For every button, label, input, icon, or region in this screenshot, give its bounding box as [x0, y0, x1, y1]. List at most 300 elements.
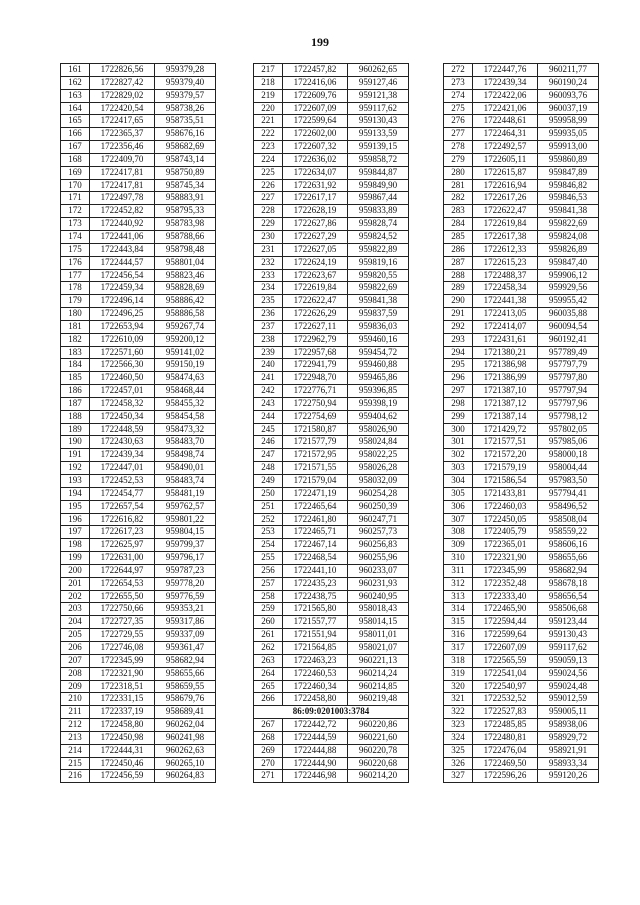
table-row: [61, 205, 216, 218]
table-row: [254, 320, 409, 333]
coordinate-x: 1722454,77: [90, 487, 155, 500]
coordinate-x: 1722337,19: [90, 706, 155, 719]
coordinate-x: 1722754,69: [283, 410, 348, 423]
coordinate-y: 958508,04: [538, 513, 599, 526]
coordinate-y: 960221,13: [348, 654, 409, 667]
coordinate-x: 1722461,80: [283, 513, 348, 526]
point-number: 242: [254, 385, 283, 398]
table-row: [444, 359, 599, 372]
point-number: 249: [254, 475, 283, 488]
coordinate-y: 959353,21: [155, 603, 216, 616]
table-row: [444, 526, 599, 539]
table-row: [254, 629, 409, 642]
table-row: [61, 693, 216, 706]
coordinate-y: 959858,72: [348, 153, 409, 166]
table-row: [444, 256, 599, 269]
point-number: 182: [61, 333, 90, 346]
table-row: [444, 641, 599, 654]
coordinate-x: 1722439,34: [90, 449, 155, 462]
coordinate-x: 1722321,90: [473, 552, 538, 565]
coordinate-x: 1722727,35: [90, 616, 155, 629]
point-number: 166: [61, 128, 90, 141]
page-number: 199: [311, 35, 329, 49]
coordinate-y: 959200,12: [155, 333, 216, 346]
table-row: [254, 141, 409, 154]
point-number: 315: [444, 616, 473, 629]
table-row: [444, 719, 599, 732]
coordinate-y: 958490,01: [155, 462, 216, 475]
table-row: [444, 243, 599, 256]
table-row: [444, 397, 599, 410]
coordinate-y: 959822,69: [538, 218, 599, 231]
point-number: 313: [444, 590, 473, 603]
coordinate-y: 958498,74: [155, 449, 216, 462]
table-row: [444, 500, 599, 513]
point-number: 259: [254, 603, 283, 616]
coordinate-x: 1721577,79: [283, 436, 348, 449]
coordinate-y: 959460,16: [348, 333, 409, 346]
coordinate-x: 1722452,82: [90, 205, 155, 218]
coordinate-y: 960220,78: [348, 744, 409, 757]
table-row: [61, 629, 216, 642]
point-number: 278: [444, 141, 473, 154]
table-row: [444, 308, 599, 321]
table-row: [61, 577, 216, 590]
table-row: [444, 218, 599, 231]
table-row: [254, 243, 409, 256]
point-number: 257: [254, 577, 283, 590]
point-number: 312: [444, 577, 473, 590]
table-row: [61, 526, 216, 539]
point-number: 301: [444, 436, 473, 449]
point-number: 164: [61, 102, 90, 115]
point-number: 174: [61, 230, 90, 243]
table-row: [254, 166, 409, 179]
coordinate-x: 1722465,64: [283, 500, 348, 513]
coordinate-y: 959379,57: [155, 89, 216, 102]
coordinate-y: 958750,89: [155, 166, 216, 179]
coordinate-y: 957802,05: [538, 423, 599, 436]
coordinate-y: 960214,20: [348, 770, 409, 783]
table-row: [444, 76, 599, 89]
coordinate-x: 1722435,23: [283, 577, 348, 590]
point-number: 310: [444, 552, 473, 565]
point-number: 302: [444, 449, 473, 462]
table-row: [444, 475, 599, 488]
point-number: 264: [254, 667, 283, 680]
point-number: 307: [444, 513, 473, 526]
coordinate-y: 958454,58: [155, 410, 216, 423]
coordinate-x: 1722605,11: [473, 153, 538, 166]
coordinate-y: 960256,83: [348, 539, 409, 552]
point-number: 283: [444, 205, 473, 218]
coordinate-x: 1721386,98: [473, 359, 538, 372]
point-number: 181: [61, 320, 90, 333]
coordinate-y: 960264,83: [155, 770, 216, 783]
coordinate-x: 1722729,55: [90, 629, 155, 642]
point-number: 261: [254, 629, 283, 642]
coordinate-x: 1722450,98: [90, 731, 155, 744]
table-row: [61, 449, 216, 462]
table-row: [61, 487, 216, 500]
coordinate-y: 958735,51: [155, 115, 216, 128]
coordinate-y: 959955,42: [538, 295, 599, 308]
table-row: [444, 64, 599, 77]
table-row: [254, 449, 409, 462]
coordinate-y: 958481,19: [155, 487, 216, 500]
table-row: [61, 731, 216, 744]
table-row: [61, 719, 216, 732]
coordinate-x: 1722414,07: [473, 320, 538, 333]
table-row: [444, 295, 599, 308]
coordinate-x: 1722623,67: [283, 269, 348, 282]
point-number: 196: [61, 513, 90, 526]
point-number: 324: [444, 731, 473, 744]
point-number: 190: [61, 436, 90, 449]
table-row: [254, 539, 409, 552]
point-number: 318: [444, 654, 473, 667]
coordinate-y: 959150,19: [155, 359, 216, 372]
coordinate-y: 959804,15: [155, 526, 216, 539]
table-row: [254, 397, 409, 410]
coordinate-x: 1722948,70: [283, 372, 348, 385]
point-number: 325: [444, 744, 473, 757]
coordinate-y: 958828,69: [155, 282, 216, 295]
point-number: 280: [444, 166, 473, 179]
coordinate-x: 1722331,15: [90, 693, 155, 706]
table-row: [444, 205, 599, 218]
table-row: [444, 513, 599, 526]
point-number: 285: [444, 230, 473, 243]
coordinate-y: 959379,40: [155, 76, 216, 89]
point-number: 288: [444, 269, 473, 282]
coordinate-y: 960250,39: [348, 500, 409, 513]
coordinate-y: 959846,82: [538, 179, 599, 192]
point-number: 314: [444, 603, 473, 616]
coordinates-table-left: [60, 63, 216, 783]
coordinate-y: 959398,19: [348, 397, 409, 410]
point-number: 184: [61, 359, 90, 372]
coordinate-y: 960265,10: [155, 757, 216, 770]
coordinate-y: 958026,90: [348, 423, 409, 436]
point-number: 279: [444, 153, 473, 166]
coordinate-y: 958606,16: [538, 539, 599, 552]
coordinate-x: 1721564,85: [283, 641, 348, 654]
table-row: [61, 423, 216, 436]
coordinate-x: 1721571,55: [283, 462, 348, 475]
coordinate-x: 1722497,78: [90, 192, 155, 205]
coordinate-x: 1722571,60: [90, 346, 155, 359]
coordinate-x: 1722829,02: [90, 89, 155, 102]
coordinate-y: 957789,49: [538, 346, 599, 359]
table-row: [254, 205, 409, 218]
coordinate-x: 1722609,76: [283, 89, 348, 102]
coordinate-y: 958659,55: [155, 680, 216, 693]
coordinate-x: 1722540,97: [473, 680, 538, 693]
table-row: [61, 359, 216, 372]
point-number: 213: [61, 731, 90, 744]
point-number: 326: [444, 757, 473, 770]
table-row: [61, 641, 216, 654]
coordinate-x: 1722627,86: [283, 218, 348, 231]
point-number: 276: [444, 115, 473, 128]
coordinate-y: 959317,86: [155, 616, 216, 629]
coordinate-x: 1722463,23: [283, 654, 348, 667]
table-row: [61, 410, 216, 423]
table-row: [61, 102, 216, 115]
coordinate-x: 1721433,81: [473, 487, 538, 500]
coordinate-x: 1722957,68: [283, 346, 348, 359]
point-number: 267: [254, 719, 283, 732]
table-row: [61, 64, 216, 77]
table-row: [61, 706, 216, 719]
table-row: [444, 115, 599, 128]
coordinate-y: 960233,07: [348, 564, 409, 577]
point-number: 165: [61, 115, 90, 128]
point-number: 180: [61, 308, 90, 321]
point-number: 226: [254, 179, 283, 192]
coordinate-y: 958004,44: [538, 462, 599, 475]
point-number: 185: [61, 372, 90, 385]
coordinate-y: 959776,59: [155, 590, 216, 603]
coordinate-y: 959130,43: [538, 629, 599, 642]
coordinate-x: 1722617,17: [283, 192, 348, 205]
coordinate-y: 960241,98: [155, 731, 216, 744]
point-number: 321: [444, 693, 473, 706]
point-number: 238: [254, 333, 283, 346]
table-row: [254, 64, 409, 77]
coordinate-x: 1722417,65: [90, 115, 155, 128]
coordinate-x: 1721387,14: [473, 410, 538, 423]
coordinate-y: 959913,00: [538, 141, 599, 154]
point-number: 287: [444, 256, 473, 269]
table-row: [444, 282, 599, 295]
coordinate-x: 1722594,44: [473, 616, 538, 629]
coordinate-x: 1722602,00: [283, 128, 348, 141]
coordinate-x: 1722631,00: [90, 552, 155, 565]
point-number: 194: [61, 487, 90, 500]
coordinate-y: 959121,38: [348, 89, 409, 102]
point-number: 282: [444, 192, 473, 205]
point-number: 309: [444, 539, 473, 552]
table-row: [254, 513, 409, 526]
point-number: 322: [444, 706, 473, 719]
coordinate-y: 960190,24: [538, 76, 599, 89]
coordinate-x: 1722596,26: [473, 770, 538, 783]
table-row: [61, 333, 216, 346]
point-number: 327: [444, 770, 473, 783]
coordinate-y: 960093,76: [538, 89, 599, 102]
coordinate-x: 1722468,54: [283, 552, 348, 565]
coordinate-y: 959833,89: [348, 205, 409, 218]
table-row: [444, 693, 599, 706]
point-number: 217: [254, 64, 283, 77]
coordinate-x: 1722447,01: [90, 462, 155, 475]
table-row: [254, 719, 409, 732]
coordinate-x: 1722416,06: [283, 76, 348, 89]
point-number: 200: [61, 564, 90, 577]
table-row: [254, 552, 409, 565]
point-number: 212: [61, 719, 90, 732]
point-number: 239: [254, 346, 283, 359]
table-row: [444, 629, 599, 642]
coordinate-x: 1722617,26: [473, 192, 538, 205]
point-number: 203: [61, 603, 90, 616]
coordinate-y: 958022,25: [348, 449, 409, 462]
point-number: 197: [61, 526, 90, 539]
coordinate-y: 960214,24: [348, 667, 409, 680]
coordinate-y: 957794,41: [538, 487, 599, 500]
coordinate-x: 1722444,88: [283, 744, 348, 757]
coordinate-y: 959849,90: [348, 179, 409, 192]
coordinate-x: 1722441,38: [473, 295, 538, 308]
table-row: [254, 308, 409, 321]
coordinate-x: 1722413,05: [473, 308, 538, 321]
table-row: [61, 385, 216, 398]
coordinate-x: 1721565,80: [283, 603, 348, 616]
coordinate-x: 1721577,51: [473, 436, 538, 449]
coordinate-y: 957797,80: [538, 372, 599, 385]
table-row: [61, 295, 216, 308]
point-number: 268: [254, 731, 283, 744]
coordinate-x: 1722458,80: [90, 719, 155, 732]
coordinate-x: 1721579,04: [283, 475, 348, 488]
table-row: [254, 346, 409, 359]
coordinate-y: 958032,09: [348, 475, 409, 488]
coordinate-x: 1722610,09: [90, 333, 155, 346]
table-row: [254, 89, 409, 102]
coordinate-y: 959454,72: [348, 346, 409, 359]
point-number: 235: [254, 295, 283, 308]
coordinate-x: 1722607,09: [283, 102, 348, 115]
coordinate-y: 958823,46: [155, 269, 216, 282]
point-number: 199: [61, 552, 90, 565]
coordinate-y: 959844,87: [348, 166, 409, 179]
table-row: [254, 385, 409, 398]
coordinate-x: 1722599,64: [283, 115, 348, 128]
point-number: 251: [254, 500, 283, 513]
coordinate-y: 960262,63: [155, 744, 216, 757]
point-number: 311: [444, 564, 473, 577]
table-row: [61, 590, 216, 603]
coordinate-y: 959801,22: [155, 513, 216, 526]
coordinate-y: 957797,96: [538, 397, 599, 410]
coordinate-y: 960240,95: [348, 590, 409, 603]
coordinate-x: 1722599,64: [473, 629, 538, 642]
coordinate-x: 1722485,85: [473, 719, 538, 732]
point-number: 179: [61, 295, 90, 308]
point-number: 317: [444, 641, 473, 654]
coordinate-y: 959361,47: [155, 641, 216, 654]
coordinate-x: 1722607,09: [473, 641, 538, 654]
coordinate-x: 1722417,81: [90, 179, 155, 192]
point-number: 269: [254, 744, 283, 757]
point-number: 247: [254, 449, 283, 462]
coordinate-y: 959117,62: [538, 641, 599, 654]
point-number: 202: [61, 590, 90, 603]
coordinate-y: 958018,43: [348, 603, 409, 616]
coordinate-y: 960219,48: [348, 693, 409, 706]
coordinate-x: 1722460,53: [283, 667, 348, 680]
coordinate-y: 959139,15: [348, 141, 409, 154]
table-row: [444, 770, 599, 783]
coordinate-x: 1722634,07: [283, 166, 348, 179]
coordinate-x: 1722492,57: [473, 141, 538, 154]
coordinate-x: 1722488,37: [473, 269, 538, 282]
point-number: 221: [254, 115, 283, 128]
coordinate-y: 958676,16: [155, 128, 216, 141]
coordinate-x: 1721551,94: [283, 629, 348, 642]
table-row: [254, 526, 409, 539]
point-number: 266: [254, 693, 283, 706]
point-number: 271: [254, 770, 283, 783]
coordinate-y: 960214,85: [348, 680, 409, 693]
coordinate-y: 959024,48: [538, 680, 599, 693]
point-number: 299: [444, 410, 473, 423]
coordinate-y: 957983,50: [538, 475, 599, 488]
table-row: [444, 436, 599, 449]
point-number: 300: [444, 423, 473, 436]
coordinate-x: 1722655,50: [90, 590, 155, 603]
point-number: 163: [61, 89, 90, 102]
table-row: [254, 616, 409, 629]
point-number: 262: [254, 641, 283, 654]
coordinate-x: 1721387,12: [473, 397, 538, 410]
table-row: [61, 346, 216, 359]
table-row: [444, 603, 599, 616]
table-row: [254, 115, 409, 128]
coordinate-x: 1722460,34: [283, 680, 348, 693]
coordinate-y: 959860,89: [538, 153, 599, 166]
coordinate-x: 1722450,05: [473, 513, 538, 526]
coordinate-x: 1722417,81: [90, 166, 155, 179]
table-row: [61, 76, 216, 89]
table-row: [444, 372, 599, 385]
table-row: [254, 372, 409, 385]
table-row: [61, 603, 216, 616]
coordinate-x: 1722527,83: [473, 706, 538, 719]
coordinate-x: 1722750,94: [283, 397, 348, 410]
coordinate-y: 959012,59: [538, 693, 599, 706]
table-row: [444, 449, 599, 462]
point-number: 188: [61, 410, 90, 423]
point-number: 208: [61, 667, 90, 680]
coordinate-y: 958682,69: [155, 141, 216, 154]
point-number: 293: [444, 333, 473, 346]
coordinate-y: 958506,68: [538, 603, 599, 616]
table-row: [444, 153, 599, 166]
coordinate-y: 958743,14: [155, 153, 216, 166]
point-number: 292: [444, 320, 473, 333]
coordinate-x: 1722616,94: [473, 179, 538, 192]
coordinate-x: 1722607,32: [283, 141, 348, 154]
coordinate-y: 960231,93: [348, 577, 409, 590]
table-row: [444, 564, 599, 577]
section-header-row: [254, 706, 409, 719]
table-row: [444, 269, 599, 282]
coordinate-y: 959824,08: [538, 230, 599, 243]
point-number: 210: [61, 693, 90, 706]
point-number: 252: [254, 513, 283, 526]
coordinate-x: 1722619,84: [473, 218, 538, 231]
table-row: [254, 462, 409, 475]
point-number: 193: [61, 475, 90, 488]
table-row: [61, 192, 216, 205]
coordinate-x: 1722627,05: [283, 243, 348, 256]
table-row: [254, 76, 409, 89]
coordinate-y: 958473,32: [155, 423, 216, 436]
coordinate-x: 1722430,63: [90, 436, 155, 449]
